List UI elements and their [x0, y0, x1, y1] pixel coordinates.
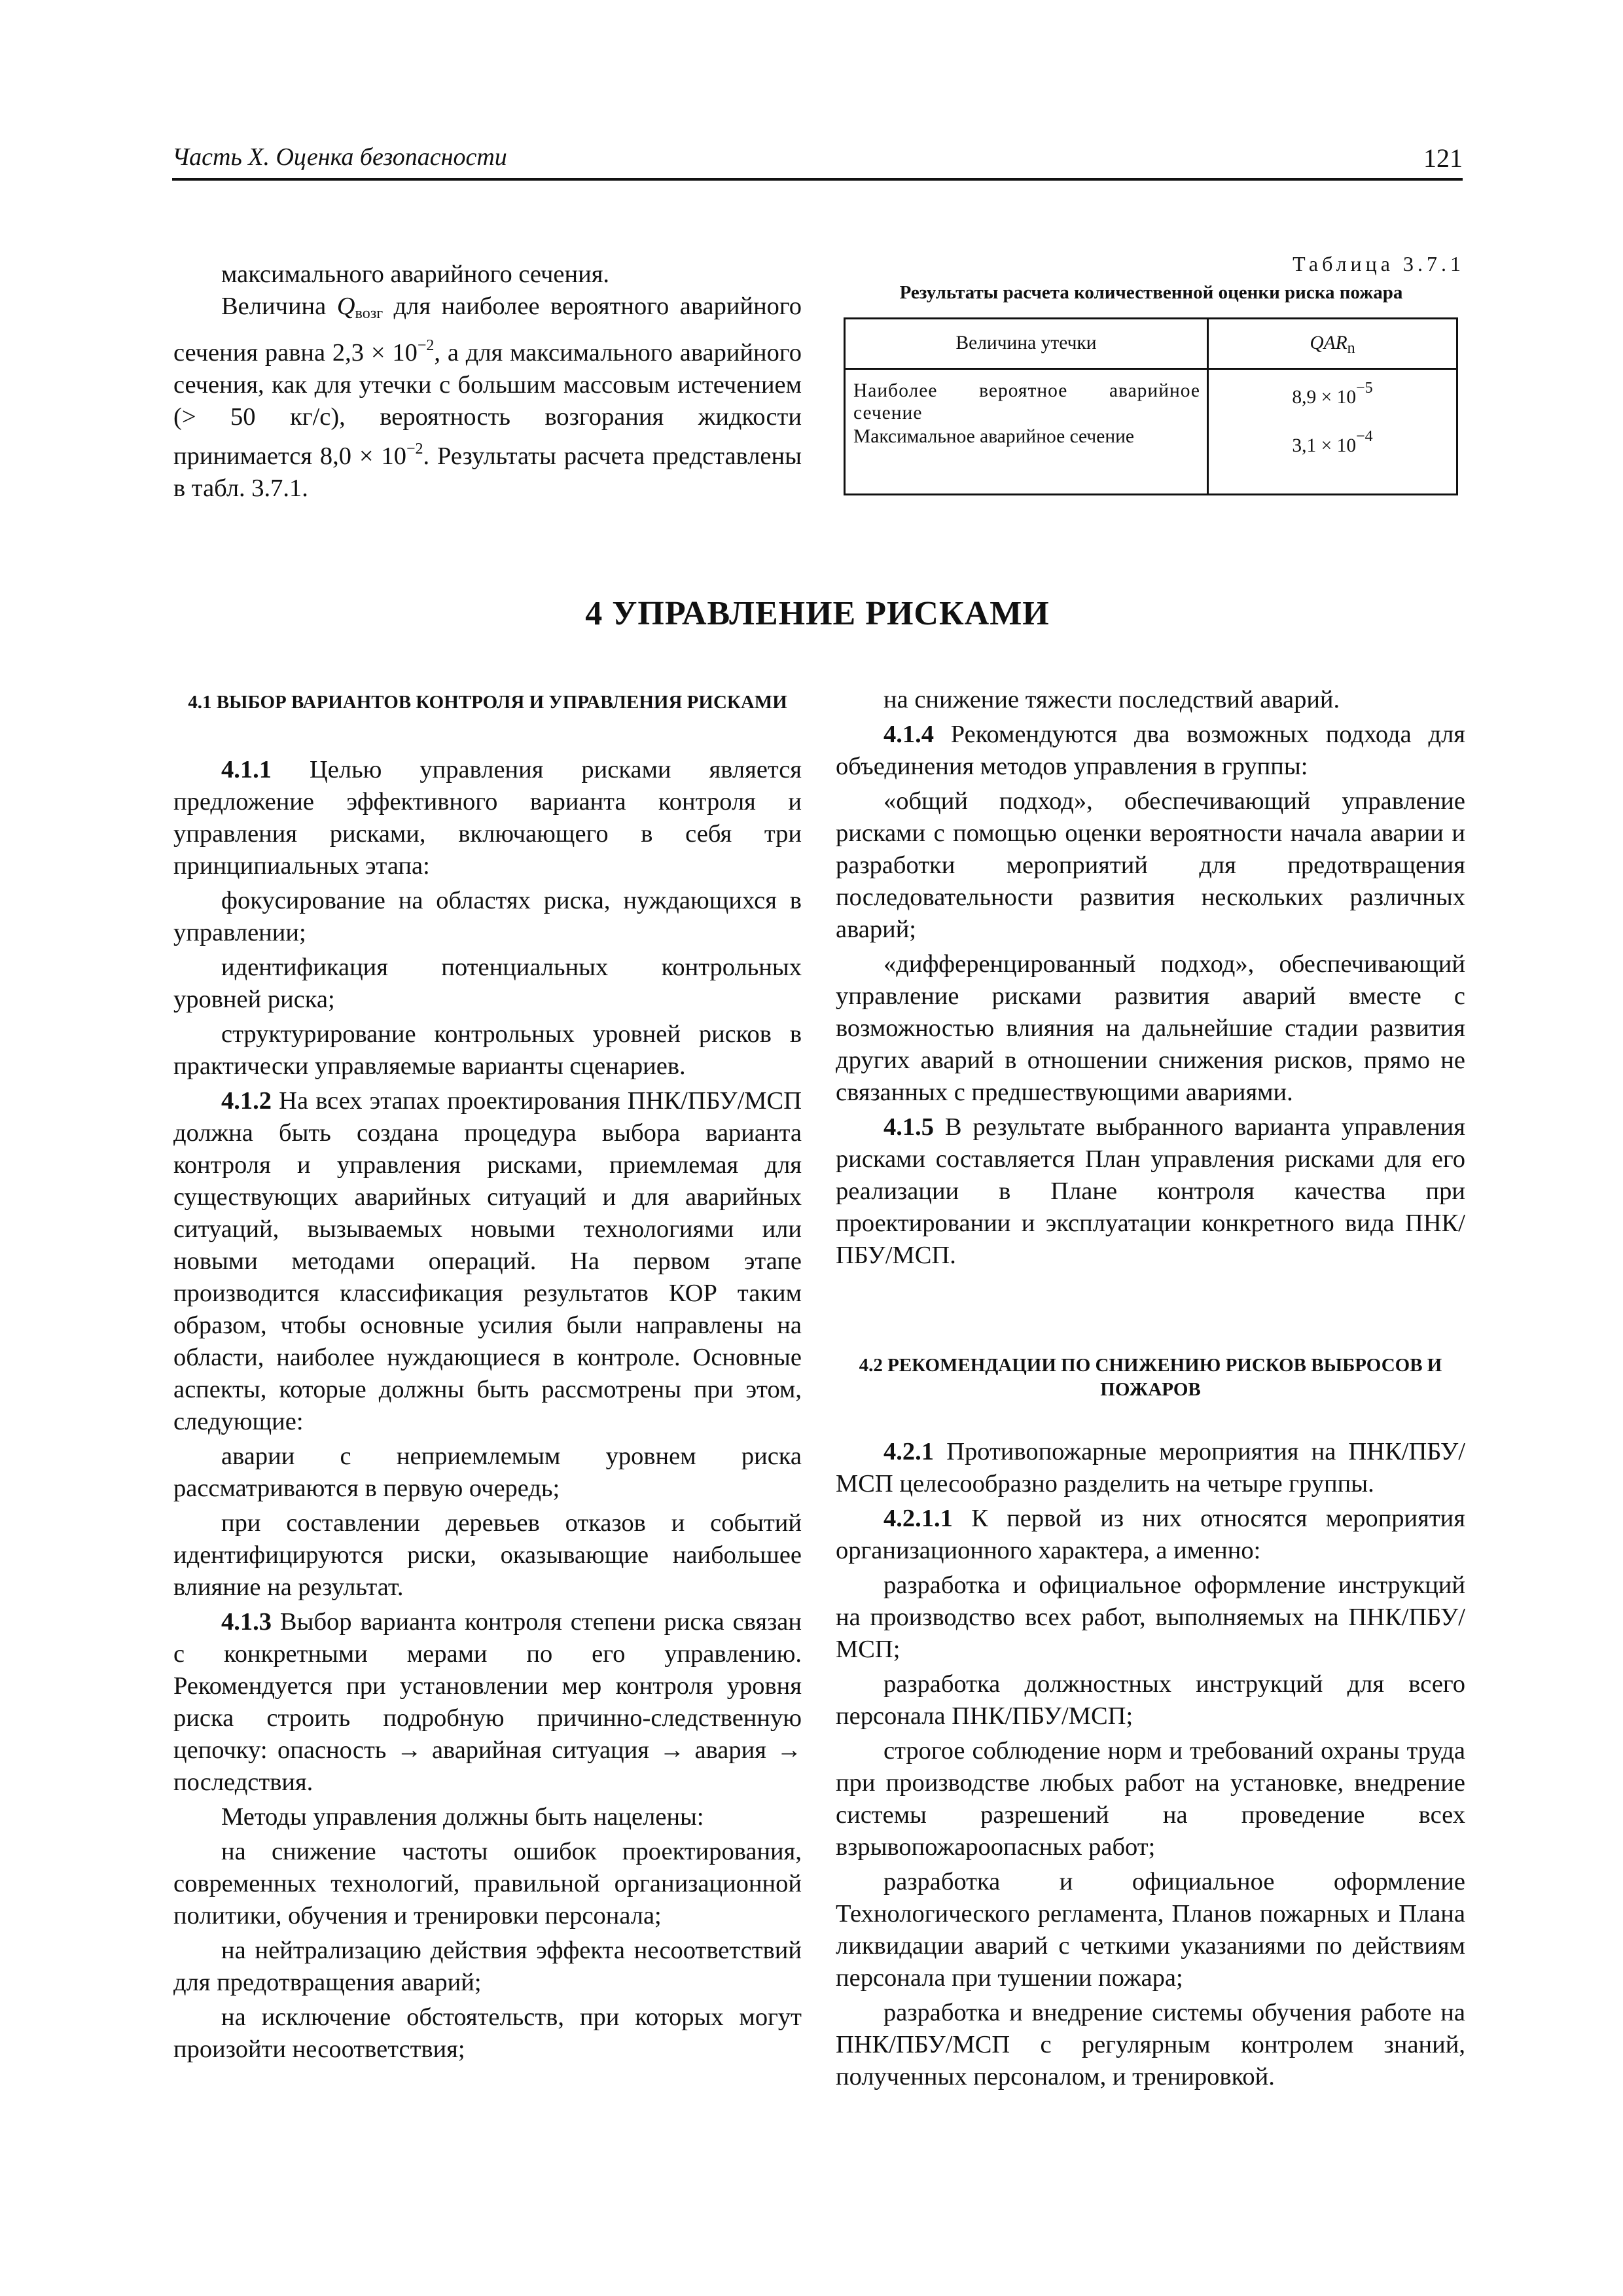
list-item: разработка должностных инструкций для всего персонала ПНК/ПБУ/МСП; [836, 1670, 1465, 1730]
list-item: разработка и официальное оформление инструкций на производство всех работ, выполняемых на ПНК/ПБУ/МСП; [836, 1571, 1465, 1663]
results-table [844, 317, 1458, 495]
value-mantissa: 3,1 × 10 [1292, 435, 1357, 456]
paragraph-4-1-4 [836, 719, 1465, 783]
list-item: идентификация потенциальных контрольных уровней риска; [173, 954, 802, 1013]
list-item: «дифференцированный подход», обеспечивающий управление рисками развития аварий вместе с возможностью влияния на дальнейшие стадии развития других аварий в отношении снижения рисков, прямо не связанных с предшествующими авариями. [836, 950, 1465, 1106]
section-heading-4-1: 4.1 ВЫБОР ВАРИАНТОВ КОНТРОЛЯ И УПРАВЛЕНИЯ РИСКАМИ [188, 692, 787, 713]
right-column [836, 684, 1465, 2093]
table-cell-qar-value [1209, 425, 1456, 457]
variable-subscript: возг [355, 305, 383, 322]
paragraph-methods: Методы управления должны быть нацелены: [221, 1803, 704, 1831]
clause-number: 4.2.1 [883, 1438, 934, 1465]
clause-number: 4.1.3 [221, 1608, 272, 1636]
value-exponent: −5 [1356, 380, 1373, 397]
clause-text: К первой из них относятся мероприятия организационного характера, а именно: [836, 1505, 1465, 1564]
qar-subscript: n [1347, 340, 1355, 357]
paragraph-4-2-1 [836, 1436, 1465, 1500]
clause-number: 4.1.1 [221, 756, 272, 783]
page-number: 121 [1423, 143, 1463, 173]
clause-number: 4.1.4 [883, 721, 934, 748]
left-column [173, 691, 802, 2066]
clause-text: Рекомендуются два возможных подхода для объединения методов управления в группы: [836, 721, 1465, 780]
intro-paragraph-1: максимального аварийного сечения. [221, 260, 610, 288]
list-item: разработка и официальное оформление Технологического регламента, Планов пожарных и Плана ликвидации аварий с четкими указаниями по действиям персонала при тушении пожара; [836, 1868, 1465, 1992]
qar-symbol: QAR [1310, 332, 1347, 353]
clause-number: 4.1.5 [883, 1113, 934, 1141]
list-item: на снижение тяжести последствий аварий. [883, 686, 1340, 713]
text-run: , а для максимального аварийного сечения, как для утечки с большим массовым истечением (> 50 кг/с), вероятность возгорания жидкости принимается 8,0 × 10 [173, 339, 802, 470]
paragraph-4-1-3 [173, 1606, 802, 1799]
table-label: Таблица 3.7.1 [1293, 252, 1465, 276]
running-header-title: Часть X. Оценка безопасности [172, 143, 507, 171]
list-item: на исключение обстоятельств, при которых могут произойти несоответствия; [173, 2003, 802, 2063]
list-item: фокусирование на областях риска, нуждающихся в управлении; [173, 887, 802, 946]
value-exponent: −4 [1356, 428, 1373, 445]
paragraph-4-1-1 [173, 754, 802, 882]
list-item: строгое соблюдение норм и требований охраны труда при производстве любых работ на установке, внедрение системы разрешений на проведение всех взрывопожароопасных работ; [836, 1737, 1465, 1861]
text-run: Величина [221, 293, 337, 320]
list-item: структурирование контрольных уровней рисков в практически управляемые варианты сценариев. [173, 1020, 802, 1080]
table-title: Результаты расчета количественной оценки риска пожара [899, 282, 1403, 303]
section-heading-4-2: 4.2 РЕКОМЕНДАЦИИ ПО СНИЖЕНИЮ РИСКОВ ВЫБРОСОВ И ПОЖАРОВ [859, 1355, 1442, 1400]
text-run: . Результаты расчета представлены в табл. 3.7.1. [173, 442, 802, 502]
clause-text: Целью управления рисками является предложение эффективного варианта контроля и управления рисками, включающего в себя три принципиальных этапа: [173, 756, 802, 880]
table-cell-leak-name: Наиболее вероятное аварийное сечение [853, 380, 1200, 423]
exponent: −2 [406, 440, 423, 457]
table-header-leak: Величина утечки [955, 332, 1097, 353]
variable-q: Q [336, 293, 355, 320]
clause-text: Противопожарные мероприятия на ПНК/ПБУ/МСП целесообразно разделить на четыре группы. [836, 1438, 1465, 1498]
list-item: «общий подход», обеспечивающий управление рисками с помощью оценки вероятности начала аварии и разработки мероприятий для предотвращения последовательности развития нескольких различных аварий; [836, 787, 1465, 943]
clause-text: В результате выбранного варианта управления рисками составляется План управления рисками для его реализации в Плане контроля качества при проектировании и эксплуатации конкретного вида ПНК/ПБУ/МСП. [836, 1113, 1465, 1269]
exponent: −2 [417, 337, 435, 354]
clause-text: На всех этапах проектирования ПНК/ПБУ/МСП должна быть создана процедура выбора варианта контроля и управления рисками, приемлемая для существующих аварийных ситуаций и для аварийных ситуаций, вызываемых новыми технологиями или новыми методами операций. На первом этапе производится классификация результатов КОР таким образом, чтобы основные усилия были направлены на области, наиболее нуждающиеся в контроле. Основные аспекты, которые должны быть рассмотрены при этом, следующие: [173, 1087, 802, 1435]
chapter-title: 4 УПРАВЛЕНИЕ РИСКАМИ [585, 595, 1050, 632]
list-item: при составлении деревьев отказов и событий идентифицируются риски, оказывающие наибольшее влияние на результат. [173, 1509, 802, 1601]
clause-number: 4.1.2 [221, 1087, 272, 1115]
text-run: для наиболее вероятного аварийного сечения равна 2,3 × 10 [173, 293, 802, 367]
intro-paragraph-2 [173, 291, 802, 505]
table-cell-leak-name: Максимальное аварийное сечение [853, 426, 1134, 447]
intro-text [173, 259, 802, 505]
list-item: аварии с неприемлемым уровнем риска рассматриваются в первую очередь; [173, 1443, 802, 1502]
table-header-qar [1209, 332, 1456, 359]
clause-number: 4.2.1.1 [883, 1505, 953, 1532]
list-item: на нейтрализацию действия эффекта несоответствий для предотвращения аварий; [173, 1937, 802, 1996]
list-item: разработка и внедрение системы обучения работе на ПНК/ПБУ/МСП с регулярным контролем знаний, полученных персоналом, и тренировкой. [836, 1999, 1465, 2090]
running-header [172, 139, 1463, 181]
value-mantissa: 8,9 × 10 [1292, 387, 1357, 408]
table-cell-qar-value [1209, 377, 1456, 408]
table-header-divider [846, 368, 1456, 370]
paragraph-4-1-2 [173, 1085, 802, 1438]
paragraph-4-1-5 [836, 1111, 1465, 1272]
paragraph-4-2-1-1 [836, 1503, 1465, 1567]
clause-text: Выбор варианта контроля степени риска связан с конкретными мерами по его управлению. Рекомендуется при установлении мер контроля уровня риска строить подробную причинно-следственную цепочку: опасность → аварийная ситуация → авария → последствия. [173, 1608, 802, 1796]
list-item: на снижение частоты ошибок проектирования, современных технологий, правильной организационной политики, обучения и тренировки персонала; [173, 1838, 802, 1929]
